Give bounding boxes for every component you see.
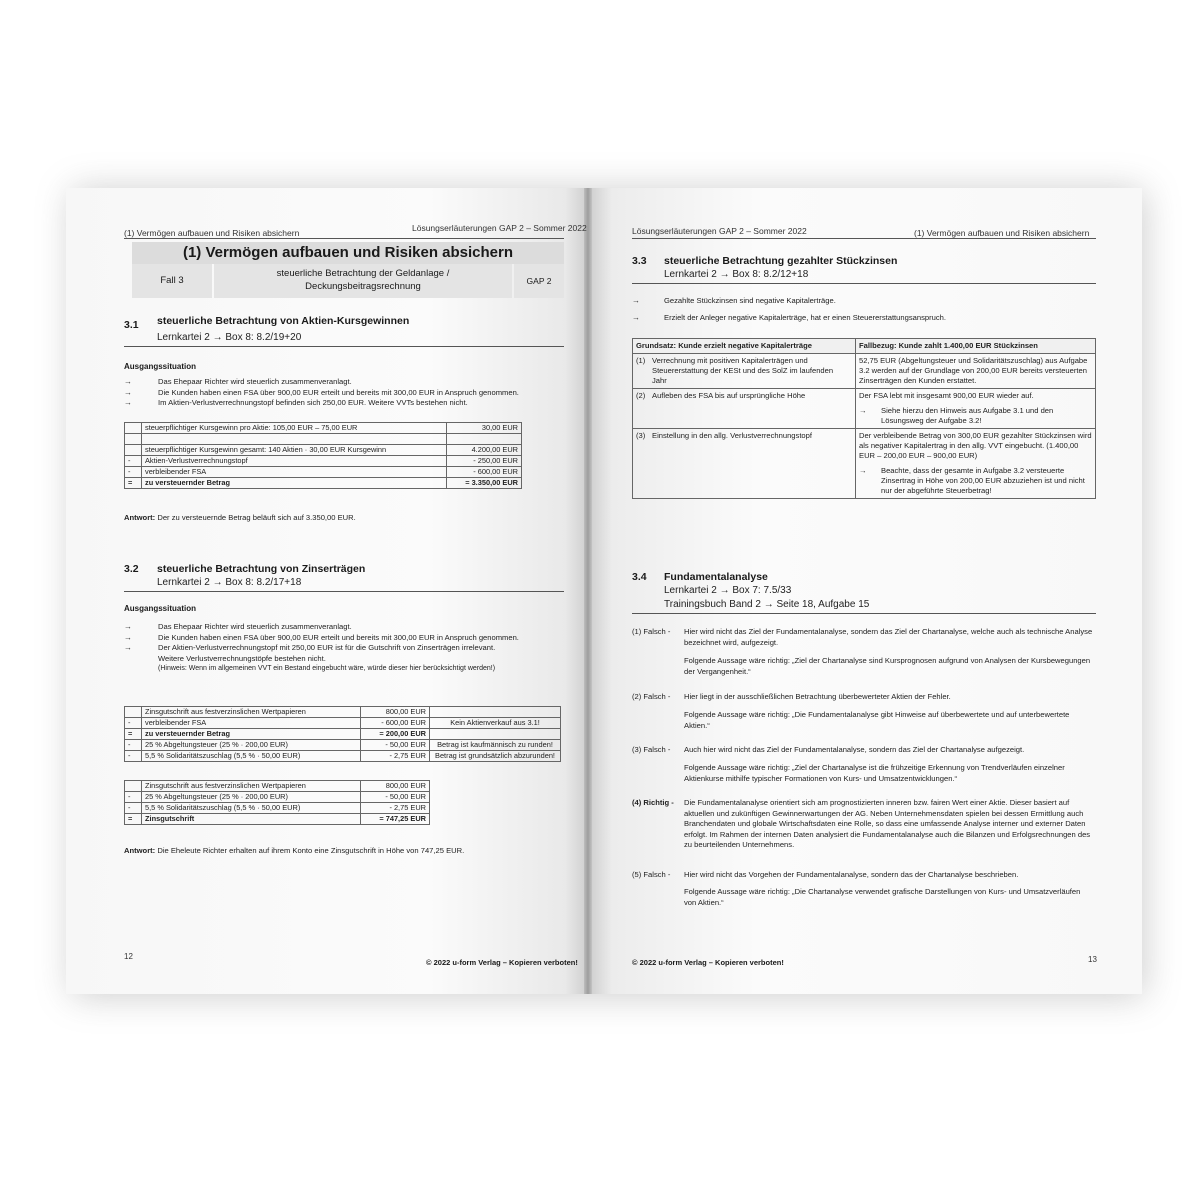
s34-item-4-text: Die Fundamentalanalyse orientiert sich am prognostizierten inneren bzw. fairen Wert einer Aktie. Dieser basiert auf aktuellen und zukünftigen Gewinnerwartungen der AG. Neben Unternehmensdaten spielen bei dessen Ermittlung auch Branchendaten und globale Wirtschaftsdaten eine Rolle, so dass eine umfassende Analyse interner und externer Daten erfolgt. Im Rahmen der internen Daten analysiert die Fundamentalanalyse auch die Bilanzen und Erfolgsrechnungen des zu beurteilenden Unternehmens. (684, 798, 1091, 850)
s34-item-2-fix: Folgende Aussage wäre richtig: „Die Fundamentalanalyse gibt Hinweise auf überbewertete und auf unterbewertete Aktien.“ (684, 710, 1070, 730)
s33-table (632, 338, 1096, 499)
right-footer: © 2022 u-form Verlag – Kopieren verboten! (632, 958, 784, 967)
table-row: - 25 % Abgeltungsteuer (25 % · 200,00 EUR) - 50,00 EUR Betrag ist kaufmännisch zu runden! (125, 740, 561, 751)
s31-situation-label: Ausgangssituation (124, 362, 197, 371)
s31-bullets: → Das Ehepaar Richter wird steuerlich zusammenveranlagt. → Die Kunden haben einen FSA über 900,00 EUR erteilt und bereits mit 300,00 EUR in Anspruch genommen. → Im Aktien-Verlustverrechnungstopf befinden sich 250,00 EUR. Weitere VVTs bestehen nicht. (124, 377, 519, 407)
s33-th-right: Fallbezug: Kunde zahlt 1.400,00 EUR Stückzinsen (856, 339, 1096, 354)
s33-bullet-2: Erzielt der Anleger negative Kapitalerträge, hat er einen Steuererstattungsanspruch. (664, 312, 946, 322)
right-header-left: Lösungserläuterungen GAP 2 – Sommer 2022 (632, 226, 807, 236)
s33-th-left: Grundsatz: Kunde erzielt negative Kapitalerträge (633, 339, 856, 354)
s34-item-1-text: Hier wird nicht das Ziel der Fundamentalanalyse, sondern das Ziel der Chartanalyse, welche auch als technische Analyse bezeichnet wird, aufgezeigt. (684, 627, 1093, 647)
s34-item-3-fix: Folgende Aussage wäre richtig: „Ziel der Chartanalyse ist die frühzeitige Erkennung von Trendverläufen einzelner Aktienkurse mithilfe typischer Formationen von Kurs- und Umsatzentwicklungen.“ (684, 763, 1065, 783)
banner-topic-line1: steuerliche Betrachtung der Geldanlage / (276, 268, 450, 279)
s32-bullets: → Das Ehepaar Richter wird steuerlich zusammenveranlagt. → Die Kunden haben einen FSA über 900,00 EUR erteilt und bereits mit 300,00 EUR in Anspruch genommen. → Der Aktien-Verlustverrechnungstopf mit 250,00 EUR ist für die Gutschrift von Zinserträgen irrelevant. Weitere Verlustverrechnungstöpfe bestehen nicht. (Hinweis: Wenn im allgemeinen VVT ein Bestand eingebucht wäre, würde dieser hier berücksichtigt werden!) (124, 622, 564, 675)
right-header-right: (1) Vermögen aufbauen und Risiken absichern (914, 228, 1090, 238)
s34-ref-2: Trainingsbuch Band 2 → Seite 18, Aufgabe 15 (664, 599, 870, 610)
s32-answer-label: Antwort: (124, 846, 156, 855)
s34-item-4-tag: (4) Richtig - (632, 798, 674, 807)
s31-bullet-1: Das Ehepaar Richter wird steuerlich zusammenveranlagt. (158, 377, 352, 386)
s31-answer-text: Der zu versteuernde Betrag beläuft sich auf 3.350,00 EUR. (157, 513, 356, 522)
s32-num: 3.2 (124, 563, 139, 575)
table-row: - verbleibender FSA - 600,00 EUR Kein Aktienverkauf aus 3.1! (125, 718, 561, 729)
book-gutter (584, 188, 592, 994)
s32-answer (124, 846, 464, 857)
left-header-left: (1) Vermögen aufbauen und Risiken absichern (124, 228, 300, 238)
s32-table-1 (124, 706, 561, 762)
s32-answer-text: Die Eheleute Richter erhalten auf ihrem Konto eine Zinsgutschrift in Höhe von 747,25 EUR. (157, 846, 465, 855)
banner-gap: GAP 2 (514, 264, 564, 298)
s32-bullet-extra-2: (Hinweis: Wenn im allgemeinen VVT ein Bestand eingebucht wäre, würde dieser hier berücksichtigt werden!) (158, 665, 496, 672)
s34-item-3-text: Auch hier wird nicht das Ziel der Fundamentalanalyse, sondern das Ziel der Chartanalyse aufgezeigt. (684, 745, 1025, 754)
table-row: - 5,5 % Solidaritätszuschlag (5,5 % · 50,00 EUR) - 2,75 EUR Betrag ist grundsätzlich abzurunden! (125, 751, 561, 762)
s32-bullet-2: Die Kunden haben einen FSA über 900,00 EUR erteilt und bereits mit 300,00 EUR in Anspruch genommen. (158, 632, 519, 642)
s32-ref: Lernkartei 2 → Box 8: 8.2/17+18 (157, 577, 302, 588)
s34-item-2-text: Hier liegt in der ausschließlichen Betrachtung überbewerteter Aktien der Fehler. (684, 692, 951, 701)
s33-title: steuerliche Betrachtung gezahlter Stückzinsen (664, 255, 898, 267)
s32-bullet-extra-1: Weitere Verlustverrechnungstöpfe bestehen nicht. (158, 653, 326, 663)
table-row: - 5,5 % Solidaritätszuschlag (5,5 % · 50,00 EUR) - 2,75 EUR (125, 803, 430, 814)
s31-title: steuerliche Betrachtung von Aktien-Kursgewinnen (157, 315, 410, 327)
s34-item-1-fix: Folgende Aussage wäre richtig: „Ziel der Chartanalyse sind Kursprognosen aufgrund von Analysen der Kursbewegungen der Vergangenheit.“ (684, 656, 1091, 676)
s31-answer (124, 513, 356, 524)
table-row: = Zinsgutschrift = 747,25 EUR (125, 814, 430, 825)
s32-table-2 (124, 780, 430, 825)
s32-bullet-3: Der Aktien-Verlustverrechnungstopf mit 250,00 EUR ist für die Gutschrift von Zinserträgen irrelevant. (158, 643, 496, 652)
table-row: = zu versteuernder Betrag = 3.350,00 EUR (125, 478, 522, 489)
table-row: = zu versteuernder Betrag = 200,00 EUR (125, 729, 561, 740)
s32-bullet-1: Das Ehepaar Richter wird steuerlich zusammenveranlagt. (158, 622, 352, 631)
right-page-number: 13 (1088, 955, 1097, 964)
s34-num: 3.4 (632, 571, 647, 583)
s31-num: 3.1 (124, 319, 139, 331)
table-row: (3) Einstellung in den allg. Verlustverrechnungstopf Der verbleibende Betrag von 300,00 EUR gezahlter Stückzinsen wird als negativer Kapitalertrag in den allg. VVT eingebucht. (1.400,00 EUR – 200,00 EUR – 900,00 EUR) → Beachte, dass der gesamte in Aufgabe 3.2 versteuerte Zinsertrag in Höhe von 200,00 EUR abzuziehen ist und nicht nur der abgeführte Steuerbetrag! (633, 429, 1096, 499)
table-row (125, 434, 522, 445)
banner-row (132, 264, 564, 298)
s33-ref: Lernkartei 2 → Box 8: 8.2/12+18 (664, 269, 809, 280)
table-row: (2) Aufleben des FSA bis auf ursprüngliche Höhe Der FSA lebt mit insgesamt 900,00 EUR wieder auf. → Siehe hierzu den Hinweis aus Aufgabe 3.1 und den Lösungsweg der Aufgabe 3.2! (633, 389, 1096, 429)
left-footer: © 2022 u-form Verlag – Kopieren verboten! (426, 958, 578, 967)
table-row: - 25 % Abgeltungsteuer (25 % · 200,00 EUR) - 50,00 EUR (125, 792, 430, 803)
s33-bullets: → Gezahlte Stückzinsen sind negative Kapitalerträge. → Erzielt der Anleger negative Kapitalerträge, hat er einen Steuererstattungsanspruch. (632, 296, 946, 322)
table-row: - verbleibender FSA - 600,00 EUR (125, 467, 522, 478)
table-row: steuerpflichtiger Kursgewinn pro Aktie: 105,00 EUR – 75,00 EUR 30,00 EUR (125, 423, 522, 434)
s34-item-2-tag: (2) Falsch - (632, 692, 671, 701)
s34-item-3-tag: (3) Falsch - (632, 745, 671, 754)
table-row: Zinsgutschrift aus festverzinslichen Wertpapieren 800,00 EUR (125, 707, 561, 718)
banner-topic-line2: Deckungsbeitragsrechnung (305, 281, 421, 292)
s34-title: Fundamentalanalyse (664, 571, 768, 583)
table-row: - Aktien-Verlustverrechnungstopf - 250,00 EUR (125, 456, 522, 467)
banner-title: (1) Vermögen aufbauen und Risiken absichern (132, 242, 564, 264)
s34-item-5-text: Hier wird nicht das Vorgehen der Fundamentalanalyse, sondern das der Chartanalyse beschrieben. (684, 870, 1019, 879)
table-header-row (633, 339, 1096, 354)
banner-topic (214, 264, 512, 298)
banner-case: Fall 3 (132, 264, 212, 298)
s33-num: 3.3 (632, 255, 647, 267)
table-row: steuerpflichtiger Kursgewinn gesamt: 140 Aktien · 30,00 EUR Kursgewinn 4.200,00 EUR (125, 445, 522, 456)
left-header-right: Lösungserläuterungen GAP 2 – Sommer 2022 (412, 223, 587, 233)
s31-bullet-2: Die Kunden haben einen FSA über 900,00 EUR erteilt und bereits mit 300,00 EUR in Anspruch genommen. (158, 387, 519, 397)
s34-item-1-tag: (1) Falsch - (632, 627, 671, 636)
s31-bullet-3: Im Aktien-Verlustverrechnungstopf befinden sich 250,00 EUR. Weitere VVTs bestehen nicht. (158, 398, 468, 407)
s31-table (124, 422, 522, 489)
table-row: Zinsgutschrift aus festverzinslichen Wertpapieren 800,00 EUR (125, 781, 430, 792)
table-row: (1) Verrechnung mit positiven Kapitalerträgen und Steuererstattung der KESt und des SolZ im laufenden Jahr 52,75 EUR (Abgeltungsteuer und Solidaritätszuschlag) aus Aufgabe 3.2 werden auf der Grundlage von 200,00 EUR bereits versteuerten Zinserträgen den Kunden erstattet. (633, 354, 1096, 389)
s34-item-5-tag: (5) Falsch - (632, 870, 671, 879)
s32-title: steuerliche Betrachtung von Zinserträgen (157, 563, 366, 575)
s34-item-5-fix: Folgende Aussage wäre richtig: „Die Chartanalyse verwendet grafische Darstellungen von Kurs- und Umsatzverläufen von Aktien.“ (684, 887, 1081, 907)
s31-answer-label: Antwort: (124, 513, 156, 522)
s32-situation-label: Ausgangssituation (124, 604, 197, 613)
s33-bullet-1: Gezahlte Stückzinsen sind negative Kapitalerträge. (664, 296, 836, 305)
left-page-number: 12 (124, 952, 133, 961)
s34-ref-1: Lernkartei 2 → Box 7: 7.5/33 (664, 585, 792, 596)
s31-ref: Lernkartei 2 → Box 8: 8.2/19+20 (157, 332, 302, 343)
